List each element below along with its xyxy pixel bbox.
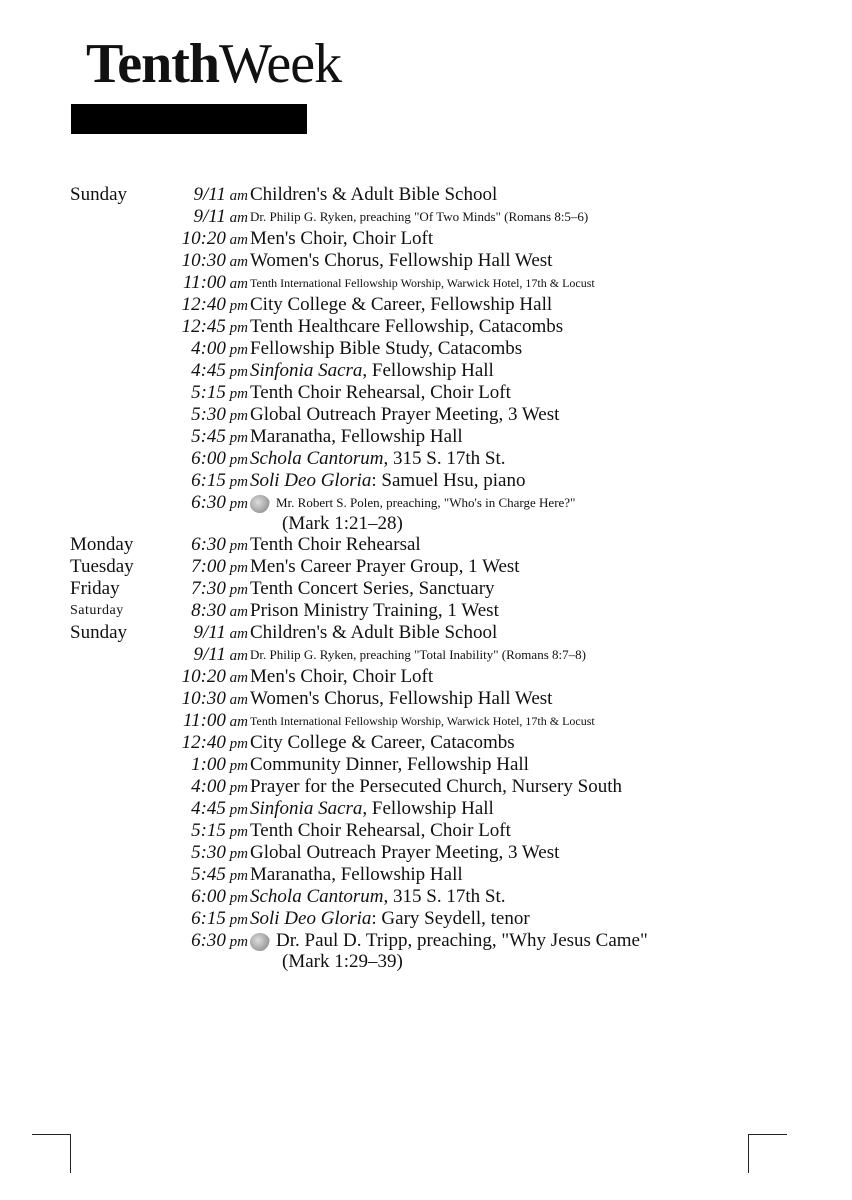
schedule-time <box>166 448 248 471</box>
time-value: 10:20 <box>181 666 226 687</box>
time-ampm: am <box>225 232 248 248</box>
schedule-time <box>166 864 248 887</box>
time-value: 4:00 <box>191 338 226 359</box>
schedule-row <box>70 886 790 908</box>
schedule-row <box>70 622 790 644</box>
time-ampm: pm <box>225 758 248 774</box>
schedule-event <box>250 360 494 382</box>
speaker-icon <box>250 495 270 513</box>
time-ampm: pm <box>225 736 248 752</box>
time-value: 8:30 <box>191 600 226 621</box>
schedule-row <box>70 952 790 972</box>
schedule-row <box>70 688 790 710</box>
schedule-list <box>70 184 790 972</box>
time-ampm: am <box>225 210 248 226</box>
schedule-time <box>166 930 248 953</box>
schedule-row <box>70 798 790 820</box>
time-ampm: am <box>225 626 248 642</box>
time-ampm: am <box>225 254 248 270</box>
title-bold: Tenth <box>86 33 220 95</box>
event-italic-name: Soli Deo Gloria <box>250 908 372 929</box>
event-text: Tenth Choir Rehearsal, Choir Loft <box>250 382 511 403</box>
schedule-row <box>70 864 790 886</box>
schedule-day: Saturday <box>70 603 124 618</box>
time-ampm: pm <box>225 780 248 796</box>
event-text: : Samuel Hsu, piano <box>371 470 526 491</box>
time-value: 10:30 <box>181 688 226 709</box>
schedule-row <box>70 908 790 930</box>
event-text: Global Outreach Prayer Meeting, 3 West <box>250 842 560 863</box>
event-text: : Gary Seydell, tenor <box>371 908 530 929</box>
event-text: City College & Career, Catacombs <box>250 732 515 753</box>
time-ampm: pm <box>225 802 248 818</box>
schedule-time <box>166 798 248 821</box>
schedule-row <box>70 666 790 688</box>
time-value: 9/11 <box>193 622 226 643</box>
schedule-row <box>70 578 790 600</box>
schedule-row <box>70 338 790 360</box>
schedule-row <box>70 404 790 426</box>
time-value: 12:40 <box>181 732 226 753</box>
schedule-event <box>250 776 622 798</box>
time-value: 4:45 <box>191 798 226 819</box>
time-value: 5:30 <box>191 404 226 425</box>
schedule-row <box>70 534 790 556</box>
schedule-day: Tuesday <box>70 556 134 577</box>
event-text: Women's Chorus, Fellowship Hall West <box>250 688 553 709</box>
time-ampm: am <box>225 604 248 620</box>
schedule-time <box>166 360 248 383</box>
time-ampm: am <box>225 692 248 708</box>
event-text: Tenth International Fellowship Worship, Warwick Hotel, 17th & Locust <box>250 276 595 290</box>
time-value: 7:00 <box>191 556 226 577</box>
event-text: Maranatha, Fellowship Hall <box>250 426 463 447</box>
schedule-row <box>70 776 790 798</box>
schedule-event <box>250 622 497 644</box>
schedule-time <box>166 556 248 579</box>
schedule-time <box>166 228 248 251</box>
event-text: Tenth Choir Rehearsal <box>250 534 421 555</box>
time-ampm: pm <box>225 912 248 928</box>
time-value: 12:40 <box>181 294 226 315</box>
schedule-event <box>250 534 421 556</box>
schedule-row <box>70 250 790 272</box>
time-value: 9/11 <box>193 644 226 665</box>
redaction-bar <box>71 104 307 134</box>
event-italic-name: Soli Deo Gloria <box>250 470 372 491</box>
page-title <box>86 33 342 95</box>
schedule-event <box>250 426 463 448</box>
schedule-row <box>70 448 790 470</box>
time-value: 9/11 <box>193 184 226 205</box>
event-text: Men's Choir, Choir Loft <box>250 666 434 687</box>
time-value: 6:15 <box>191 470 226 491</box>
event-text: Men's Choir, Choir Loft <box>250 228 434 249</box>
schedule-event <box>250 184 497 206</box>
schedule-row <box>70 754 790 776</box>
time-value: 6:00 <box>191 448 226 469</box>
crop-mark-left <box>32 1134 71 1173</box>
schedule-event <box>250 492 575 514</box>
event-text: Tenth International Fellowship Worship, Warwick Hotel, 17th & Locust <box>250 714 595 728</box>
schedule-time <box>166 492 248 515</box>
time-value: 9/11 <box>193 206 226 227</box>
schedule-event <box>250 886 505 908</box>
schedule-time <box>166 842 248 865</box>
schedule-event <box>250 820 511 842</box>
schedule-time <box>166 338 248 361</box>
schedule-event <box>250 338 522 360</box>
time-value: 5:15 <box>191 820 226 841</box>
schedule-event <box>250 842 559 864</box>
schedule-event <box>250 908 530 930</box>
schedule-row <box>70 184 790 206</box>
schedule-row <box>70 930 790 952</box>
time-ampm: pm <box>225 408 248 424</box>
schedule-event <box>250 206 588 228</box>
schedule-row <box>70 644 790 666</box>
event-text: Children's & Adult Bible School <box>250 184 498 205</box>
time-ampm: pm <box>225 582 248 598</box>
event-text: Women's Chorus, Fellowship Hall West <box>250 250 553 271</box>
event-text: Dr. Paul D. Tripp, preaching, "Why Jesus Came" <box>276 930 648 951</box>
event-text: , 315 S. 17th St. <box>383 448 506 469</box>
time-ampm: pm <box>225 846 248 862</box>
event-text: Fellowship Bible Study, Catacombs <box>250 338 523 359</box>
time-ampm: am <box>225 188 248 204</box>
speaker-icon <box>250 933 270 951</box>
schedule-event <box>250 710 595 732</box>
schedule-time <box>166 600 248 623</box>
time-ampm: am <box>225 648 248 664</box>
schedule-event <box>250 404 559 426</box>
time-value: 4:45 <box>191 360 226 381</box>
event-text: Mr. Robert S. Polen, preaching, "Who's in Charge Here?" <box>276 495 576 510</box>
event-text: Prayer for the Persecuted Church, Nursery South <box>250 776 622 797</box>
schedule-event <box>250 732 515 754</box>
schedule-day: Sunday <box>70 622 127 643</box>
schedule-time <box>166 710 248 733</box>
schedule-time <box>166 908 248 931</box>
time-ampm: pm <box>225 824 248 840</box>
event-italic-name: Sinfonia Sacra <box>250 798 363 819</box>
schedule-time <box>166 272 248 295</box>
time-value: 6:30 <box>191 492 226 513</box>
schedule-time <box>166 578 248 601</box>
time-ampm: pm <box>225 430 248 446</box>
time-value: 11:00 <box>182 710 226 731</box>
schedule-row <box>70 316 790 338</box>
schedule-time <box>166 732 248 755</box>
time-value: 5:30 <box>191 842 226 863</box>
schedule-event <box>250 470 526 492</box>
event-text: Tenth Choir Rehearsal, Choir Loft <box>250 820 511 841</box>
schedule-event <box>250 272 595 294</box>
schedule-row <box>70 426 790 448</box>
schedule-time <box>166 688 248 711</box>
time-value: 5:45 <box>191 864 226 885</box>
schedule-event <box>250 798 494 820</box>
schedule-day: Sunday <box>70 184 127 205</box>
title-rest: Week <box>219 33 342 95</box>
schedule-time <box>166 426 248 449</box>
schedule-row <box>70 206 790 228</box>
time-value: 12:45 <box>181 316 226 337</box>
schedule-row <box>70 514 790 534</box>
event-text: Dr. Philip G. Ryken, preaching "Total Inability" (Romans 8:7–8) <box>250 647 586 662</box>
schedule-event <box>250 578 495 600</box>
schedule-event <box>250 250 552 272</box>
time-ampm: pm <box>225 890 248 906</box>
schedule-time <box>166 206 248 229</box>
schedule-row <box>70 360 790 382</box>
event-text: Community Dinner, Fellowship Hall <box>250 754 529 775</box>
time-value: 6:15 <box>191 908 226 929</box>
time-ampm: pm <box>225 452 248 468</box>
time-value: 1:00 <box>191 754 226 775</box>
schedule-event <box>250 600 499 622</box>
schedule-event <box>250 382 511 404</box>
schedule-time <box>166 666 248 689</box>
schedule-time <box>166 754 248 777</box>
schedule-event <box>250 644 586 666</box>
schedule-row <box>70 556 790 578</box>
time-ampm: pm <box>225 386 248 402</box>
time-ampm: am <box>225 276 248 292</box>
event-text: Maranatha, Fellowship Hall <box>250 864 463 885</box>
event-italic-name: Schola Cantorum <box>250 886 384 907</box>
time-ampm: pm <box>225 342 248 358</box>
schedule-row <box>70 710 790 732</box>
schedule-time <box>166 184 248 207</box>
event-text: City College & Career, Fellowship Hall <box>250 294 553 315</box>
schedule-event <box>250 666 433 688</box>
schedule-event <box>250 754 529 776</box>
schedule-time <box>166 644 248 667</box>
event-text: , 315 S. 17th St. <box>383 886 506 907</box>
schedule-time <box>166 294 248 317</box>
schedule-day: Friday <box>70 578 120 599</box>
time-value: 10:20 <box>181 228 226 249</box>
schedule-time <box>166 382 248 405</box>
time-ampm: pm <box>225 298 248 314</box>
schedule-event <box>282 952 403 972</box>
schedule-time <box>166 820 248 843</box>
time-value: 4:00 <box>191 776 226 797</box>
event-text: , Fellowship Hall <box>362 798 494 819</box>
time-value: 5:15 <box>191 382 226 403</box>
schedule-row <box>70 732 790 754</box>
time-ampm: pm <box>225 934 248 950</box>
time-ampm: pm <box>225 560 248 576</box>
event-text: , Fellowship Hall <box>362 360 494 381</box>
schedule-event <box>250 556 520 578</box>
schedule-row <box>70 842 790 864</box>
schedule-row <box>70 470 790 492</box>
time-ampm: pm <box>225 320 248 336</box>
time-ampm: pm <box>225 538 248 554</box>
schedule-day: Monday <box>70 534 134 555</box>
schedule-row <box>70 600 790 622</box>
time-value: 10:30 <box>181 250 226 271</box>
schedule-event <box>250 448 505 470</box>
time-value: 11:00 <box>182 272 226 293</box>
schedule-row <box>70 492 790 514</box>
time-ampm: am <box>225 714 248 730</box>
crop-mark-right <box>748 1134 787 1173</box>
schedule-row <box>70 272 790 294</box>
schedule-time <box>166 470 248 493</box>
time-ampm: pm <box>225 474 248 490</box>
time-value: 6:30 <box>191 534 226 555</box>
schedule-time <box>166 404 248 427</box>
event-text: Men's Career Prayer Group, 1 West <box>250 556 520 577</box>
time-value: 6:30 <box>191 930 226 951</box>
event-text: (Mark 1:21–28) <box>282 513 403 534</box>
schedule-event <box>250 316 563 338</box>
schedule-row <box>70 820 790 842</box>
time-ampm: am <box>225 670 248 686</box>
schedule-time <box>166 776 248 799</box>
event-text: Prison Ministry Training, 1 West <box>250 600 499 621</box>
schedule-row <box>70 294 790 316</box>
time-ampm: pm <box>225 496 248 512</box>
event-text: Dr. Philip G. Ryken, preaching "Of Two Minds" (Romans 8:5–6) <box>250 209 589 224</box>
time-ampm: pm <box>225 868 248 884</box>
time-value: 5:45 <box>191 426 226 447</box>
event-text: Tenth Concert Series, Sanctuary <box>250 578 495 599</box>
schedule-event <box>250 688 552 710</box>
event-text: (Mark 1:29–39) <box>282 951 403 972</box>
time-ampm: pm <box>225 364 248 380</box>
schedule-row <box>70 228 790 250</box>
time-value: 7:30 <box>191 578 226 599</box>
schedule-time <box>166 534 248 557</box>
event-italic-name: Sinfonia Sacra <box>250 360 363 381</box>
event-text: Tenth Healthcare Fellowship, Catacombs <box>250 316 564 337</box>
schedule-event <box>250 864 463 886</box>
schedule-time <box>166 622 248 645</box>
schedule-event <box>250 228 433 250</box>
schedule-time <box>166 316 248 339</box>
event-italic-name: Schola Cantorum <box>250 448 384 469</box>
schedule-event <box>250 930 648 952</box>
schedule-event <box>282 514 403 534</box>
event-text: Global Outreach Prayer Meeting, 3 West <box>250 404 560 425</box>
event-text: Children's & Adult Bible School <box>250 622 498 643</box>
schedule-time <box>166 886 248 909</box>
schedule-time <box>166 250 248 273</box>
schedule-event <box>250 294 552 316</box>
schedule-row <box>70 382 790 404</box>
time-value: 6:00 <box>191 886 226 907</box>
